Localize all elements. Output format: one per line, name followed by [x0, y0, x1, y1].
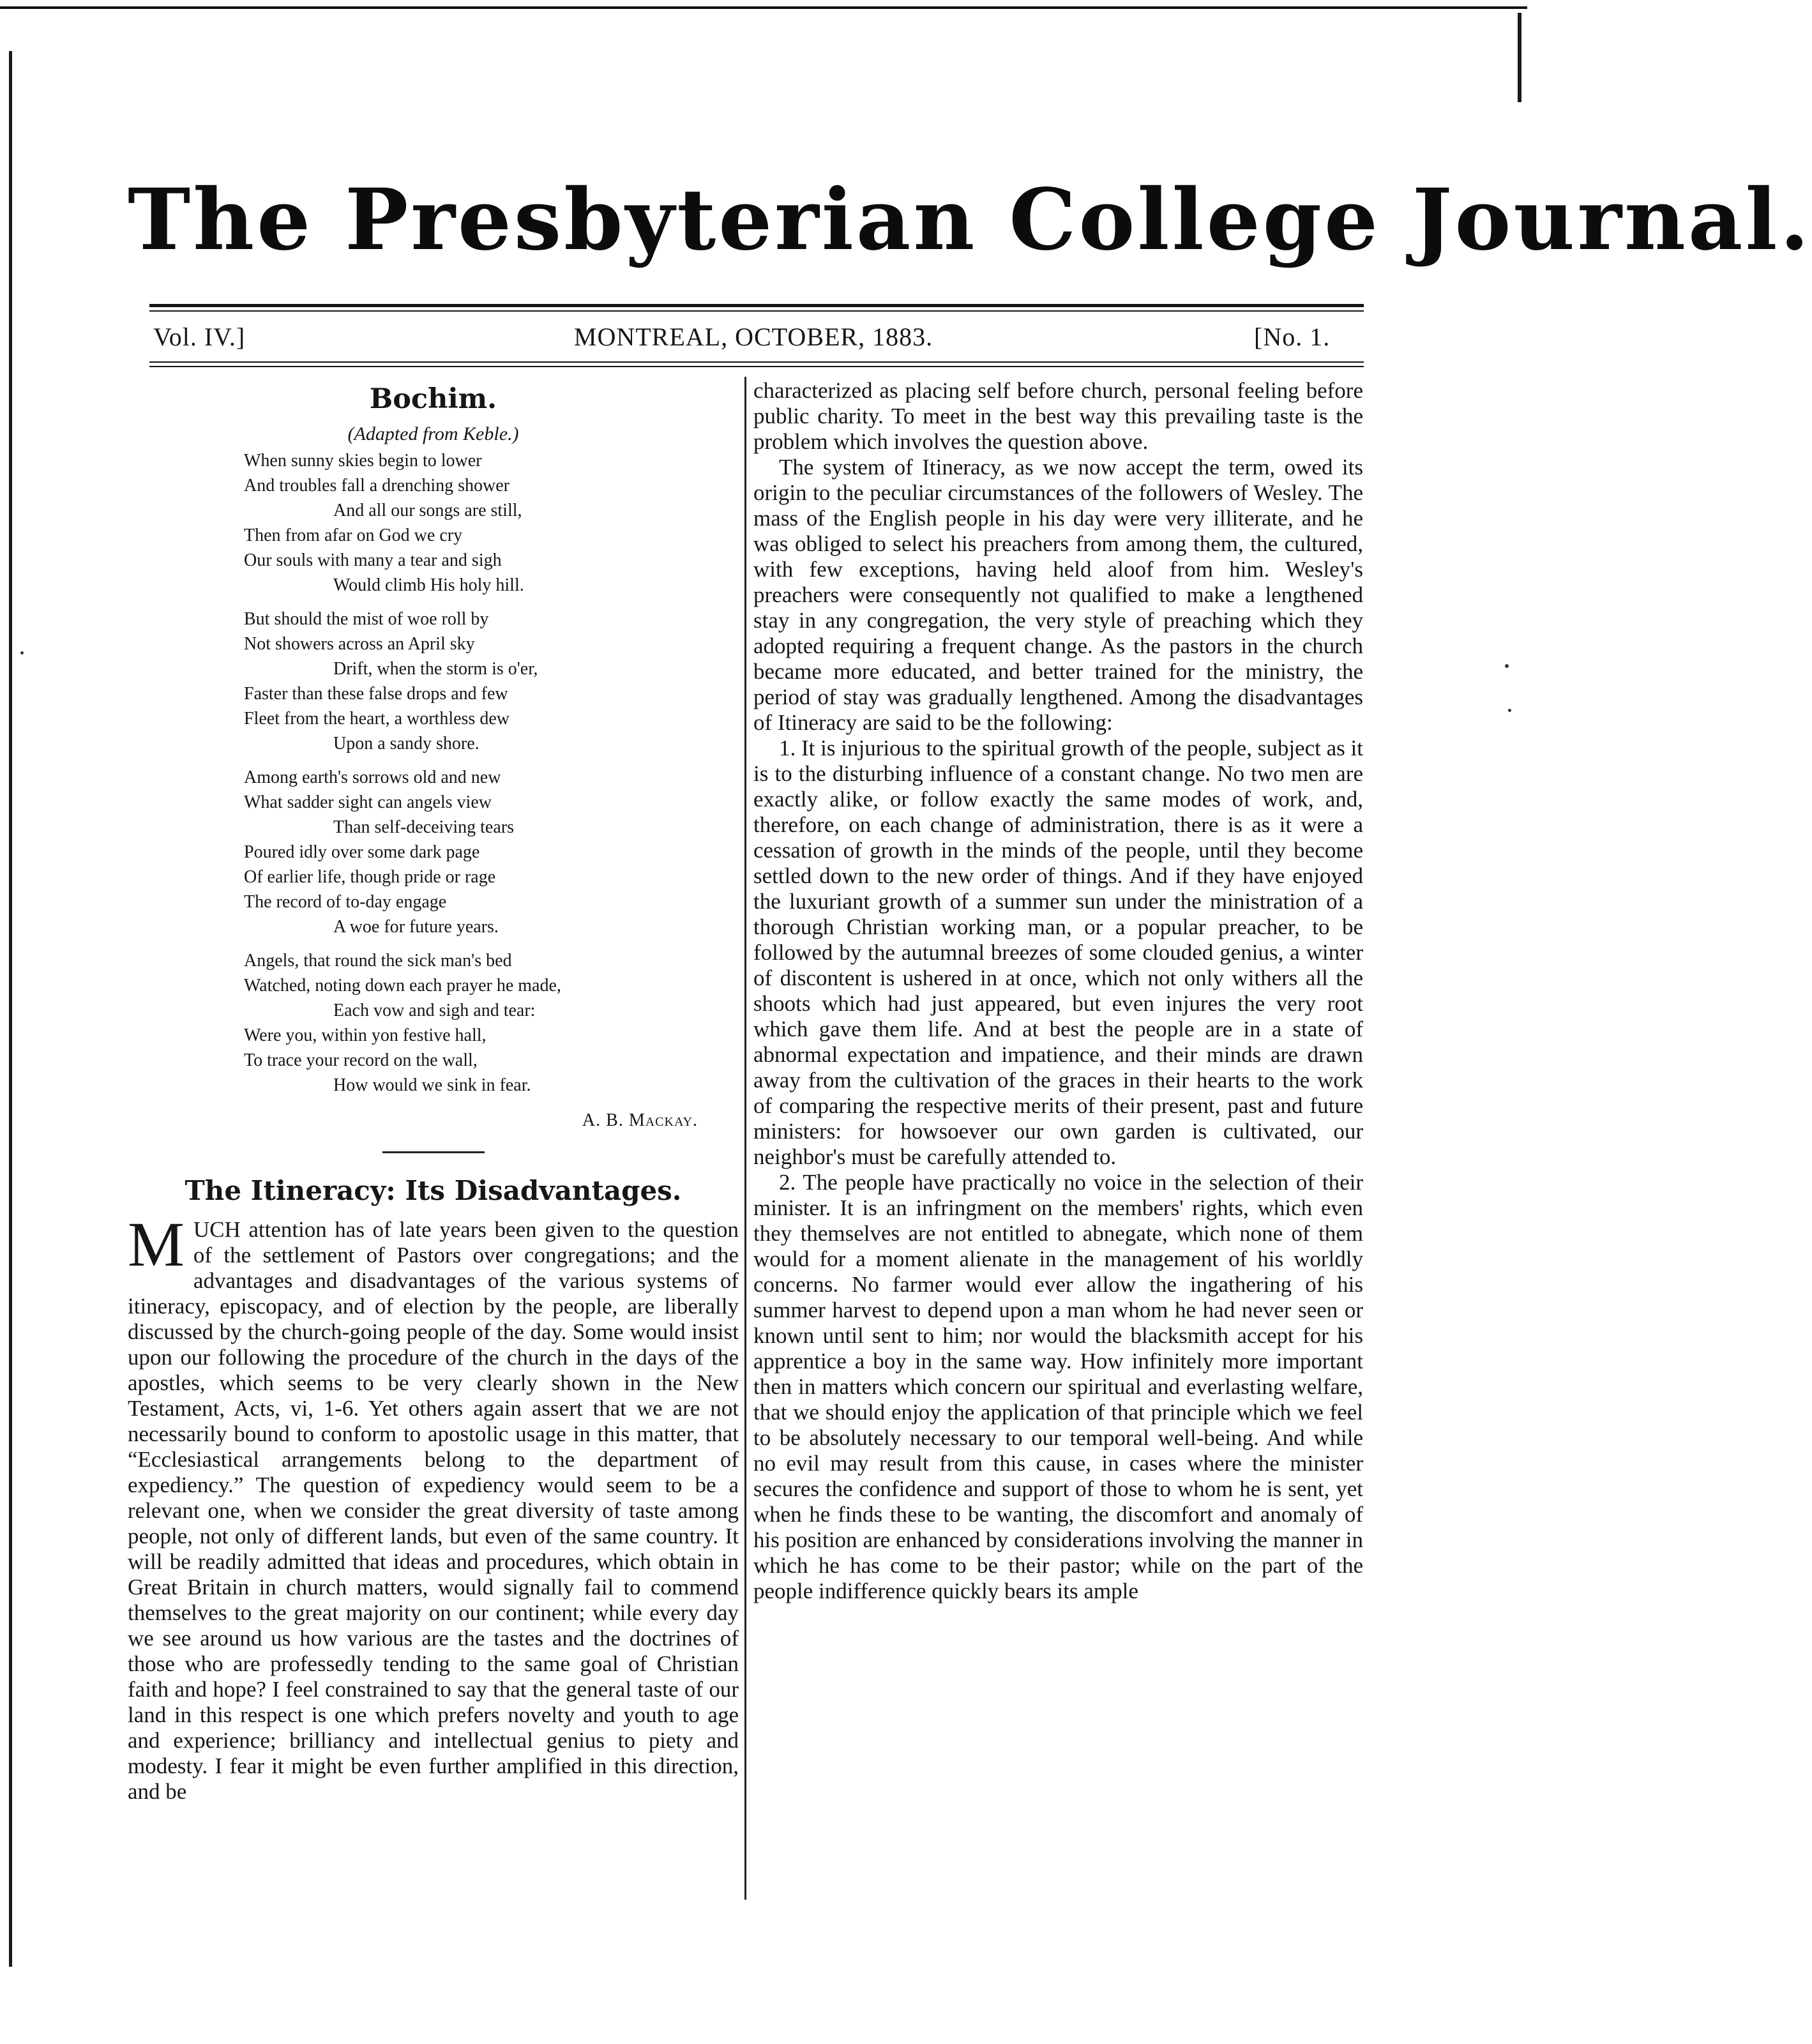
poem-line: Angels, that round the sick man's bed — [244, 951, 512, 971]
poem-line: Poured idly over some dark page — [244, 842, 480, 862]
poem-body — [244, 448, 739, 1098]
poem-line: Drift, when the storm is o'er, — [333, 659, 538, 679]
section-rule — [382, 1151, 485, 1153]
poem-line: Would climb His holy hill. — [333, 575, 524, 595]
poem-line: Faster than these false drops and few — [244, 684, 508, 704]
poem-line: A woe for future years. — [333, 917, 499, 937]
masthead-title: The Presbyterian College Journal. — [128, 170, 1812, 269]
poem-line: But should the mist of woe roll by — [244, 609, 489, 629]
poem-stanza — [244, 765, 739, 939]
poem-line: Fleet from the heart, a worthless dew — [244, 709, 510, 729]
issue-number-label: [No. 1. — [1254, 322, 1331, 351]
right-column — [753, 378, 1363, 1923]
poem-stanza — [244, 448, 739, 598]
scan-speck — [1505, 664, 1509, 668]
top-edge-rule — [0, 6, 1527, 9]
poem-line: The record of to-day engage — [244, 892, 447, 912]
poem-line: And troubles fall a drenching shower — [244, 476, 510, 496]
article-paragraph: The system of Itineracy, as we now accept the term, owed its origin to the peculiar circumstances of the followers of Wesley. The mass of the English people in his day were very illiterate, and he was obliged to select his preachers from among them, the cultured, with few exceptions, having held aloof from him. Wesley's preachers were consequently not qualified to make a lengthened stay in any congregation, the very style of preaching which they adopted requiring a frequent change. As the pastors in the church became more educated, and better trained for the ministry, the period of stay was gradually lengthened. Among the disadvantages of Itineracy are said to be the following: — [753, 455, 1363, 735]
poem-line: And all our songs are still, — [333, 501, 522, 520]
paragraph-text: UCH attention has of late years been given to the question of the settlement of Pastors over congregations; and the advantages and disadvantages of the various systems of itineracy, episcopacy, and of election by the people, are liberally discussed by the church-going people of the day. Some would insist upon our following the procedure of the church in the days of the apostles, which seems to be very clearly shown in the New Testament, Acts, vi, 1-6. Yet others again assert that we are not necessarily bound to conform to apostolic usage in this matter, that “Ecclesiastical arrangements belong to the department of expediency.” The question of expediency would seem to be a relevant one, when we consider the great diversity of taste among people, not only of different lands, but even of the same country. It will be readily admitted that ideas and procedures, which obtain in Great Britain in church matters, would signally fail to commend themselves to the great majority on our continent; while every day we see around us how various are the tastes and the doctrines of those who are professedly tending to the same goal of Christian faith and hope? I feel constrained to say that the general taste of our land in this respect is one which prefers novelty and youth to age and experience; brilliancy and intellectual genius to piety and modesty. I fear it might be even further amplified in this direction, and be — [128, 1217, 739, 1804]
poem-line: Our souls with many a tear and sigh — [244, 550, 502, 570]
poem-stanza — [244, 607, 739, 756]
left-scan-edge — [9, 51, 12, 1967]
masthead-rule-thin — [149, 310, 1364, 312]
article-paragraph: characterized as placing self before church, personal feeling before public charity. To meet in the best way this prevailing taste is the problem which involves the question above. — [753, 378, 1363, 454]
poem-title: Bochim. — [369, 383, 497, 415]
poem-line: What sadder sight can angels view — [244, 792, 492, 812]
poem-line: To trace your record on the wall, — [244, 1050, 478, 1070]
poem-author: A. B. Mackay. — [582, 1110, 698, 1130]
poem-stanza — [244, 948, 739, 1098]
column-divider — [744, 377, 746, 1900]
poem-line: Upon a sandy shore. — [333, 734, 479, 753]
poem-line: Watched, noting down each prayer he made, — [244, 976, 561, 996]
article-paragraph: 1. It is injurious to the spiritual growth of the people, subject as it is to the disturbing influence of a constant change. No two men are exactly alike, or follow exactly the same modes of work, and, therefore, on each change of administration, there is as it were a cessation of growth in the minds of the people, until they become settled down to the new order of things. And if they have enjoyed the luxuriant growth of a summer sun under the ministration of a thorough Christian working man, or a popular preacher, to be followed by the autumnal breezes of some clouded genius, a winter of discontent is ushered in at once, which not only withers all the shoots which had just appeared, but even injures the very root which gave them life. And at best the people are in a state of abnormal expectation and impatience, and their minds are drawn away from the cultivation of the graces in their hearts to the work of comparing the respective merits of their present, past and future ministers: for howsoever our own garden is cultivated, our neighbor's must be carefully attended to. — [753, 736, 1363, 1169]
left-column — [128, 378, 739, 1923]
poem-line: How would we sink in fear. — [333, 1075, 531, 1095]
poem-line: Each vow and sigh and tear: — [333, 1001, 536, 1020]
poem-line: Not showers across an April sky — [244, 634, 475, 654]
dateline-rule-top — [149, 361, 1364, 363]
masthead-rule-thick — [149, 304, 1364, 307]
poem-source: (Adapted from Keble.) — [347, 423, 519, 444]
scan-speck — [20, 651, 24, 655]
poem-line: Than self-deceiving tears — [333, 817, 514, 837]
right-scan-edge — [1518, 13, 1521, 102]
place-date-label: MONTREAL, OCTOBER, 1883. — [573, 322, 933, 351]
scan-speck — [1508, 709, 1511, 712]
dateline-rule-bottom — [149, 366, 1364, 367]
poem-line: Among earth's sorrows old and new — [244, 768, 501, 787]
article-paragraph: 2. The people have practically no voice in the selection of their minister. It is an infringment on the members' rights, which even they themselves are not entitled to abnegate, which none of them would for a moment alienate in the management of his worldly concerns. No farmer would ever allow the ingathering of his summer harvest to depend upon a man whom he had never seen or known until sent to him; nor would the blacksmith accept for his apprentice a boy in the same way. How infinitely more important then in matters which concern our spiritual and everlasting welfare, that we should enjoy the application of that principle which we feel to be absolutely necessary to our temporal well-being. And while no evil may result from this cause, in cases where the minister secures the confidence and support of those to whom he is sent, yet when he finds these to be wanting, the discomfort and anomaly of his position are enhanced by considerations involving the manner in which he has come to be their pastor; while on the part of the people indifference quickly bears its ample — [753, 1170, 1363, 1603]
poem-line: Then from afar on God we cry — [244, 526, 463, 545]
article-title: The Itineracy: Its Disadvantages. — [185, 1175, 682, 1206]
poem-line: Were you, within yon festive hall, — [244, 1026, 487, 1045]
poem-line: Of earlier life, though pride or rage — [244, 867, 496, 887]
poem-line: When sunny skies begin to lower — [244, 451, 482, 471]
article-paragraph — [128, 1209, 739, 1805]
drop-cap: M — [128, 1209, 185, 1280]
volume-label: Vol. IV.] — [153, 322, 246, 351]
